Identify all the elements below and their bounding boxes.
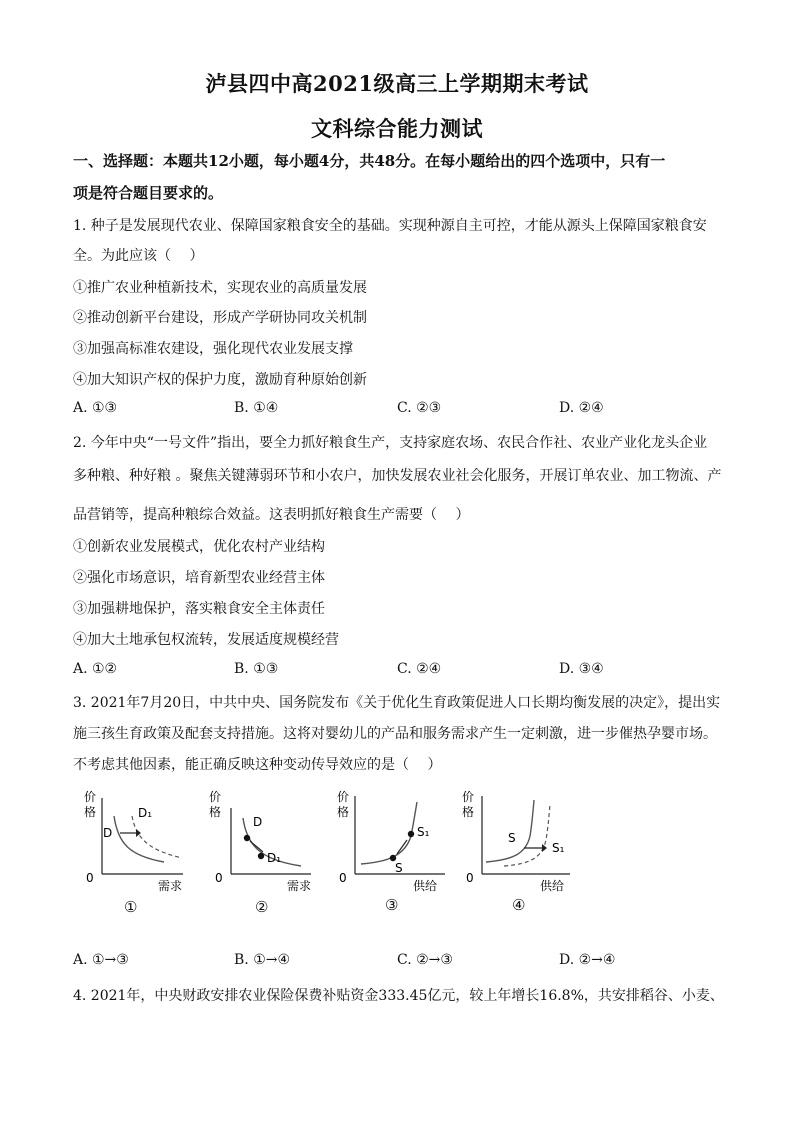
q1-option-c[interactable]: C. ②③: [397, 400, 442, 416]
graph-1-curve-label: D: [103, 826, 113, 840]
q2-item-3: ③加强耕地保护，落实粮食安全主体责任: [73, 601, 325, 617]
graph-1-curve-d1: [132, 816, 182, 858]
graph-3-point-label-2: S₁: [417, 825, 430, 839]
q1-option-b[interactable]: B. ①④: [234, 400, 279, 416]
graph-1-number: ①: [124, 898, 138, 916]
graph-2-number: ②: [255, 898, 269, 916]
q2-item-2: ②强化市场意识，培育新型农业经营主体: [73, 570, 325, 586]
graph-2-point-1: [244, 835, 250, 841]
q3-option-c[interactable]: C. ②→③: [397, 952, 453, 968]
graph-1-origin: 0: [86, 871, 94, 885]
q3-stem-line1: 3. 2021年7月20日，中共中央、国务院发布《关于优化生育政策促进人口长期均衡发展的决定》，提出实: [73, 695, 721, 711]
graph-2-y-label-2: 格: [209, 805, 222, 819]
q2-stem-line2: 多种粮、种好粮 。聚焦关键薄弱环节和小农户，加快发展农业社会化服务，开展订单农业、加工物流、产: [73, 468, 722, 484]
q1-option-a[interactable]: A. ①③: [73, 400, 118, 416]
graph-2-origin: 0: [215, 871, 223, 885]
graph-1-y-label-2: 格: [84, 805, 97, 819]
q1-stem-line2: 全。为此应该（ ）: [73, 248, 204, 264]
graph-4-curve-label: S: [508, 831, 516, 845]
q2-stem-line1: 2. 今年中央“一号文件”指出，要全力抓好粮食生产，支持家庭农场、农民合作社、农业产业化龙头企业: [73, 435, 708, 451]
graph-1: [78, 786, 198, 900]
graph-4-y-label-1: 价: [462, 790, 475, 804]
q2-option-c[interactable]: C. ②④: [397, 661, 442, 677]
q2-option-a[interactable]: A. ①②: [73, 661, 118, 677]
q2-option-d[interactable]: D. ③④: [559, 661, 604, 677]
q1-item-1: ①推广农业种植新技术，实现农业的高质量发展: [73, 280, 367, 296]
exam-title: 泸县四中高2021级高三上学期期末考试: [205, 71, 589, 96]
graph-2-x-label: 需求: [287, 879, 312, 893]
q3-option-a[interactable]: A. ①→③: [73, 952, 129, 968]
section-heading-line1: 一、选择题：本题共12小题，每小题4分，共48分。在每小题给出的四个选项中，只有一: [73, 152, 666, 170]
graph-4: [458, 786, 578, 900]
q2-item-4: ④加大土地承包权流转，发展适度规模经营: [73, 632, 339, 648]
section-heading-line2: 项是符合题目要求的。: [73, 184, 224, 202]
graph-3-number: ③: [385, 896, 399, 914]
graph-4-curve-label-new: S₁: [552, 841, 565, 855]
graph-3-x-label: 供给: [413, 879, 438, 893]
graph-3-point-label-1: S: [395, 861, 403, 875]
graph-3-origin: 0: [339, 871, 347, 885]
q2-item-1: ①创新农业发展模式，优化农村产业结构: [73, 539, 325, 555]
q2-stem-line3: 品营销等，提高种粮综合效益。这表明抓好粮食生产需要（ ）: [73, 507, 470, 523]
graph-3-y-label-2: 格: [337, 805, 350, 819]
graph-1-x-label: 需求: [158, 879, 183, 893]
graph-2-y-label-1: 价: [209, 790, 222, 804]
q4-stem-line1: 4. 2021年，中央财政安排农业保险保费补贴资金333.45亿元，较上年增长16.8%，共安排稻谷、小麦、: [73, 988, 724, 1004]
graph-2: [205, 786, 325, 900]
q3-stem-line3: 不考虑其他因素，能正确反映这种变动传导效应的是（ ）: [73, 757, 442, 773]
graph-1-y-label-1: 价: [84, 790, 97, 804]
graph-2-point-2: [258, 853, 264, 859]
q2-option-b[interactable]: B. ①③: [234, 661, 279, 677]
q3-option-d[interactable]: D. ②→④: [559, 952, 616, 968]
graph-4-origin: 0: [466, 871, 474, 885]
graph-1-curve-label-new: D₁: [138, 806, 153, 820]
q1-option-d[interactable]: D. ②④: [559, 400, 604, 416]
graph-3: [335, 786, 455, 900]
graph-1-curve-d: [114, 816, 164, 862]
q1-item-2: ②推动创新平台建设，形成产学研协同攻关机制: [73, 310, 367, 326]
graph-2-point-label-2: D₁: [267, 851, 282, 865]
graph-4-arrowhead: [542, 844, 547, 852]
graph-4-x-label: 供给: [540, 879, 565, 893]
graph-2-arrow: [250, 841, 263, 852]
graph-4-number: ④: [512, 896, 526, 914]
q3-option-b[interactable]: B. ①→④: [234, 952, 291, 968]
q1-item-3: ③加强高标准农建设，强化现代农业发展支撑: [73, 341, 353, 357]
graph-3-y-label-1: 价: [337, 790, 350, 804]
q1-item-4: ④加大知识产权的保护力度，激励育种原始创新: [73, 372, 367, 388]
q3-stem-line2: 施三孩生育政策及配套支持措施。这将对婴幼儿的产品和服务需求产生一定刺激，进一步催热孕婴市场。: [73, 726, 717, 742]
graph-3-point-2: [408, 831, 414, 837]
q1-stem-line1: 1. 种子是发展现代农业、保障国家粮食安全的基础。实现种源自主可控，才能从源头上保障国家粮食安: [73, 218, 707, 234]
exam-subtitle: 文科综合能力测试: [311, 116, 483, 141]
graph-4-y-label-2: 格: [462, 805, 475, 819]
graph-2-point-label-1: D: [253, 815, 263, 829]
